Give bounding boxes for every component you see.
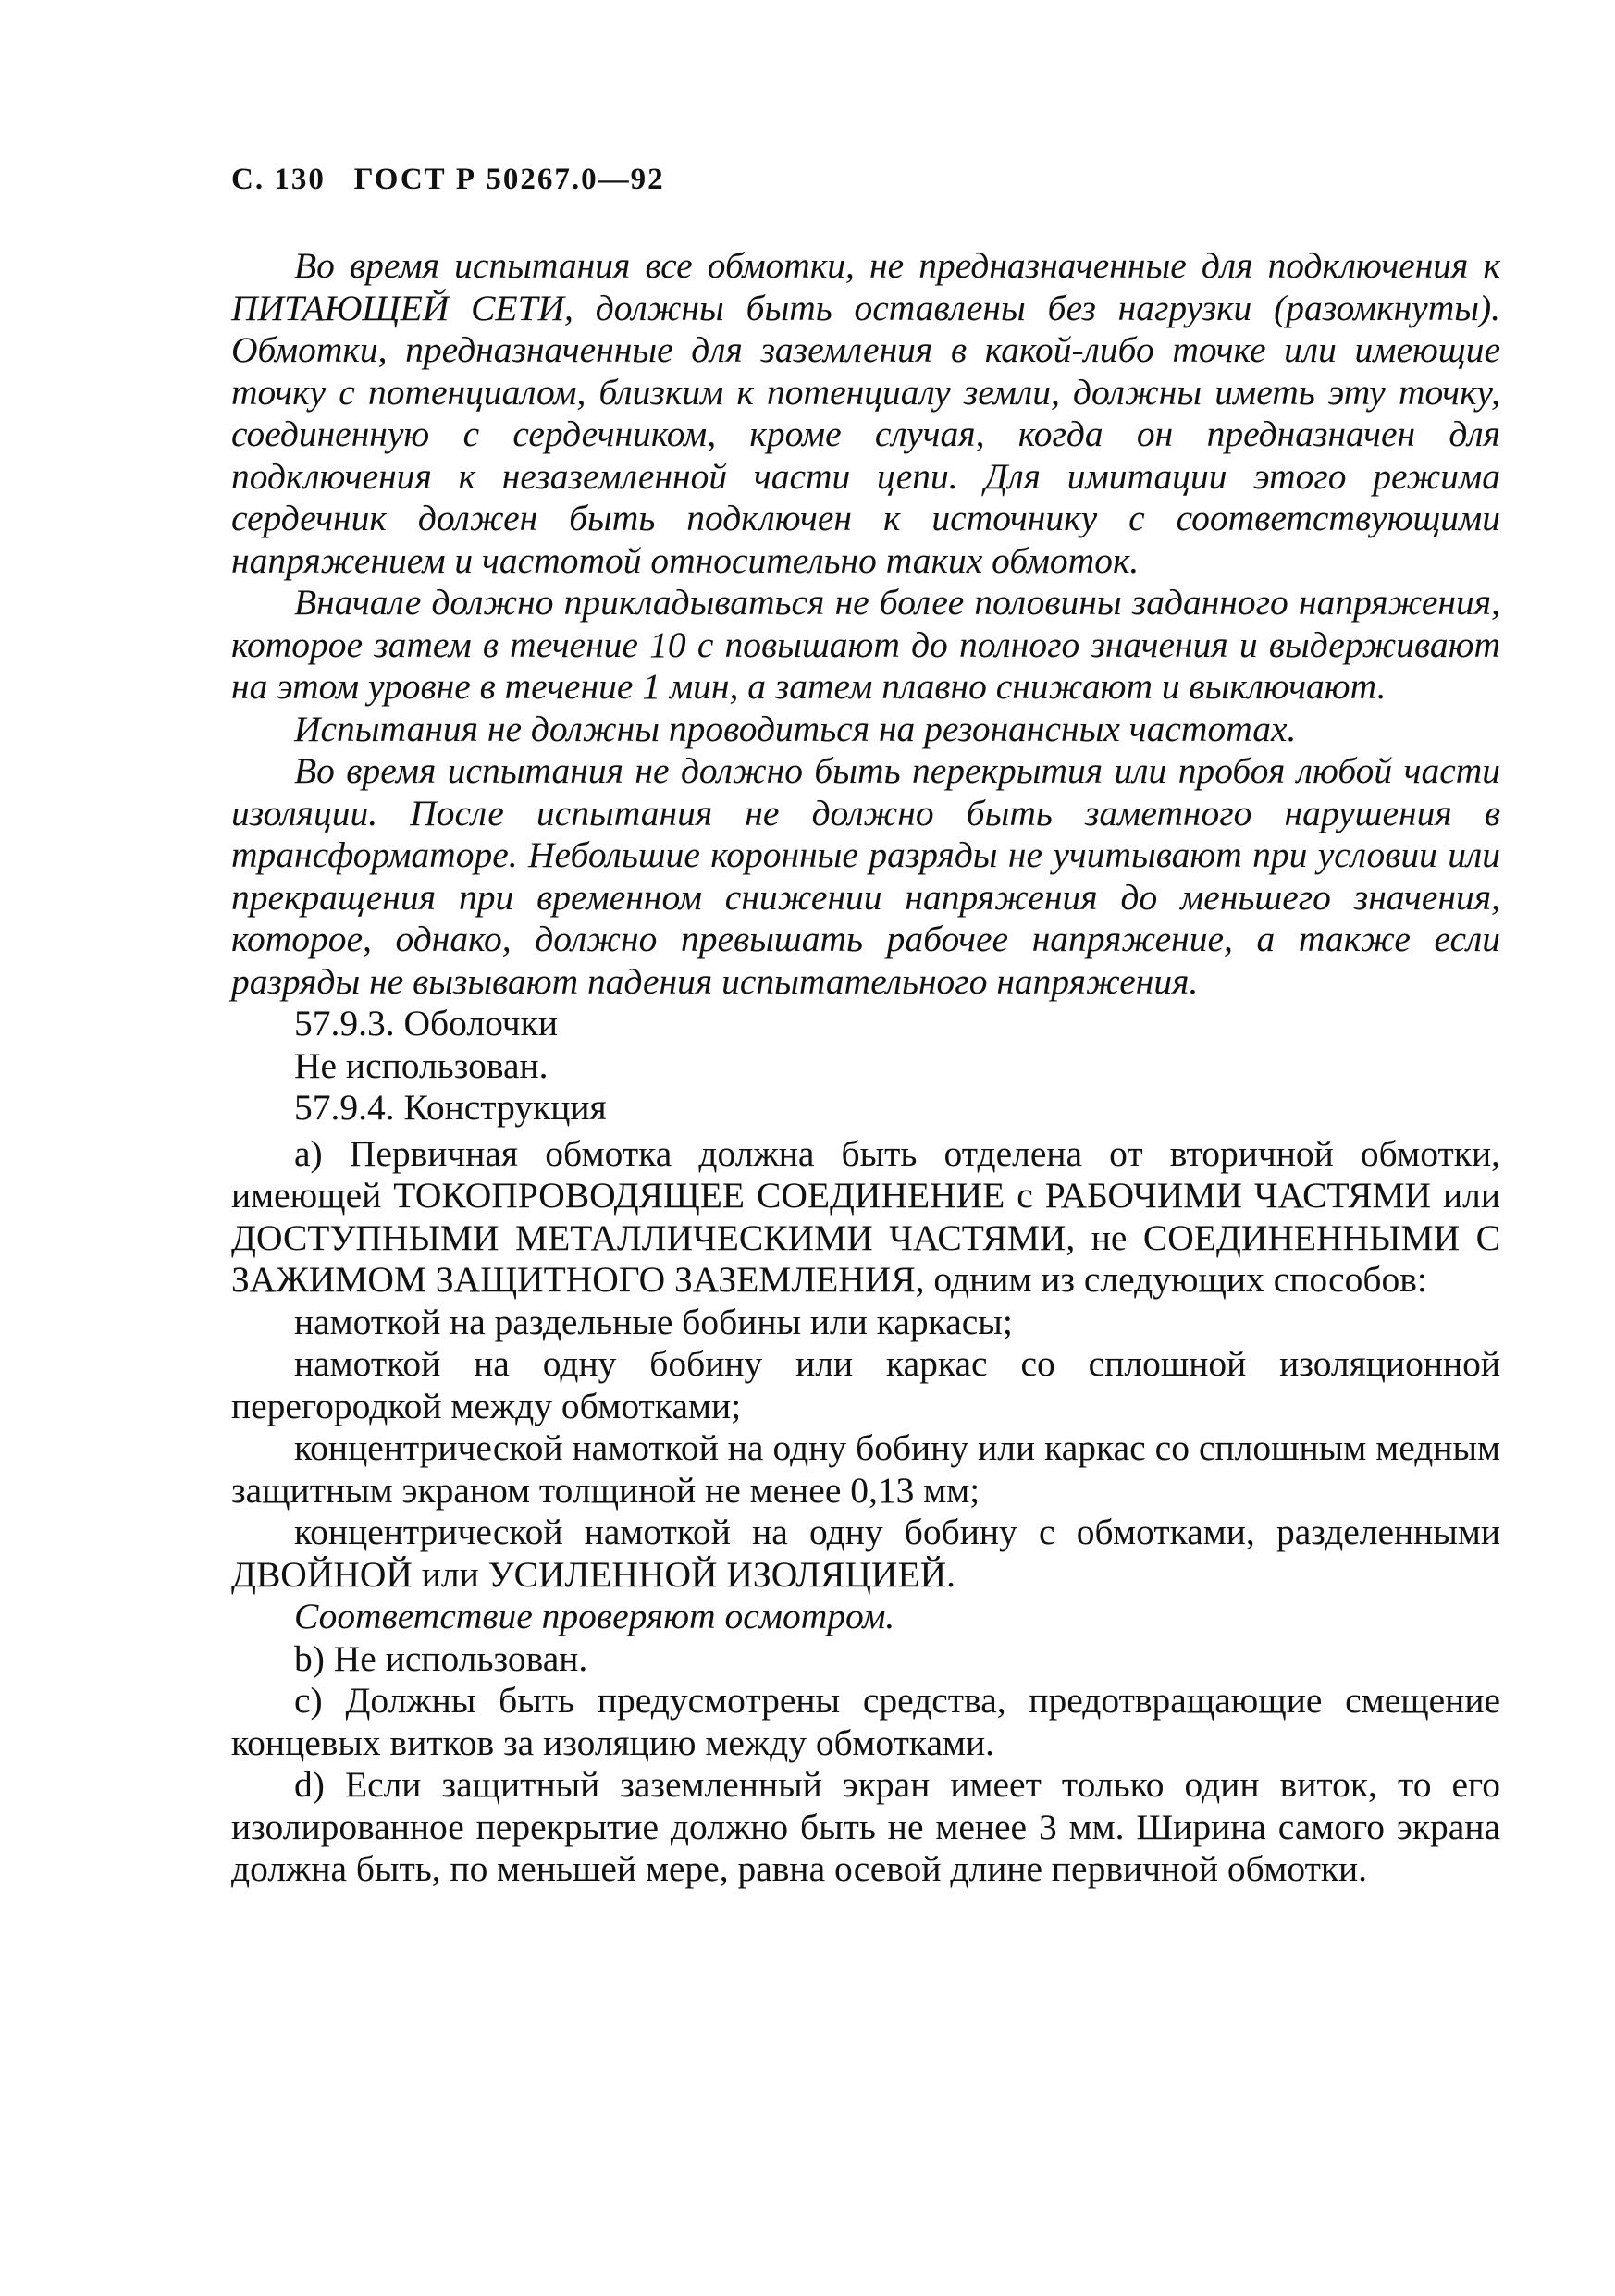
paragraph-resonance: Испытания не должны проводиться на резонансных частотах. xyxy=(294,708,1297,749)
running-header xyxy=(231,163,665,197)
section-heading-57-9-3: 57.9.3. Оболочки xyxy=(294,1003,558,1043)
method-concentric-screen: концентрической намоткой на одну бобину или каркас со сплошным медным защитным экраном толщиной не менее 0,13 мм; xyxy=(231,1427,1500,1511)
section-heading-57-9-4: 57.9.4. Конструкция xyxy=(294,1087,607,1128)
item-c: c) Должны быть предусмотрены средства, предотвращающие смещение концевых витков за изоляцию между обмотками. xyxy=(231,1680,1500,1763)
item-a: а) Первичная обмотка должна быть отделена от вторичной обмотки, имеющей ТОКОПРОВОДЯЩЕЕ СОЕДИНЕНИЕ с РАБОЧИМИ ЧАСТЯМИ или ДОСТУПНЫМИ МЕТАЛЛИЧЕСКИМИ ЧАСТЯМИ, не СОЕДИНЕННЫМИ С ЗАЖИМОМ ЗАЩИТНОГО ЗАЗЕМЛЕНИЯ, одним из следующих способов: xyxy=(231,1132,1500,1300)
standard-designation: ГОСТ Р 50267.0—92 xyxy=(353,163,665,196)
paragraph-test-windings: Во время испытания все обмотки, не предназначенные для подключения к ПИТАЮЩЕЙ СЕТИ, должны быть оставлены без нагрузки (разомкнуты). Обмотки, предназначенные для заземления в какой-либо точке или имеющие точку с потенциалом, близким к потенциалу земли, должны иметь эту точку, соединенную с сердечником, кроме случая, когда он предназначен для подключения к незаземленной части цепи. Для имитации этого режима сердечник должен быть подключен к источнику с соответствующими напряжением и частотой относительно таких обмоток. xyxy=(231,245,1500,581)
item-b: b) Не использован. xyxy=(294,1637,588,1679)
method-concentric-double-insulation: концентрической намоткой на одну бобину с обмотками, разделенными ДВОЙНОЙ или УСИЛЕННОЙ ИЗОЛЯЦИЕЙ. xyxy=(231,1512,1500,1595)
compliance-check: Соответствие проверяют осмотром. xyxy=(294,1596,895,1636)
paragraph-breakdown: Во время испытания не должно быть перекрытия или пробоя любой части изоляции. После испытания не должно быть заметного нарушения в трансформаторе. Небольшие коронные разряды не учитывают при условии или прекращения при временном снижении напряжения до меньшего значения, которое, однако, должно превышать рабочее напряжение, а также если разряды не вызывают падения испытательного напряжения. xyxy=(231,750,1500,1002)
item-d: d) Если защитный заземленный экран имеет только один виток, то его изолированное перекрытие должно быть не менее 3 мм. Ширина самого экрана должна быть, по меньшей мере, равна осевой длине первичной обмотки. xyxy=(231,1764,1500,1889)
paragraph-not-used: Не использован. xyxy=(294,1044,549,1086)
page-number: С. 130 xyxy=(231,163,326,196)
method-single-bobbin-partition: намоткой на одну бобину или каркас со сплошной изоляционной перегородкой между обмотками; xyxy=(231,1343,1500,1426)
paragraph-voltage-application: Вначале должно прикладываться не более половины заданного напряжения, которое затем в течение 10 с повышают до полного значения и выдерживают на этом уровне в течение 1 мин, а затем плавно снижают и выключают. xyxy=(231,582,1500,707)
method-separate-bobbins: намоткой на раздельные бобины или каркасы; xyxy=(294,1301,1013,1342)
body-text xyxy=(231,245,1500,1891)
